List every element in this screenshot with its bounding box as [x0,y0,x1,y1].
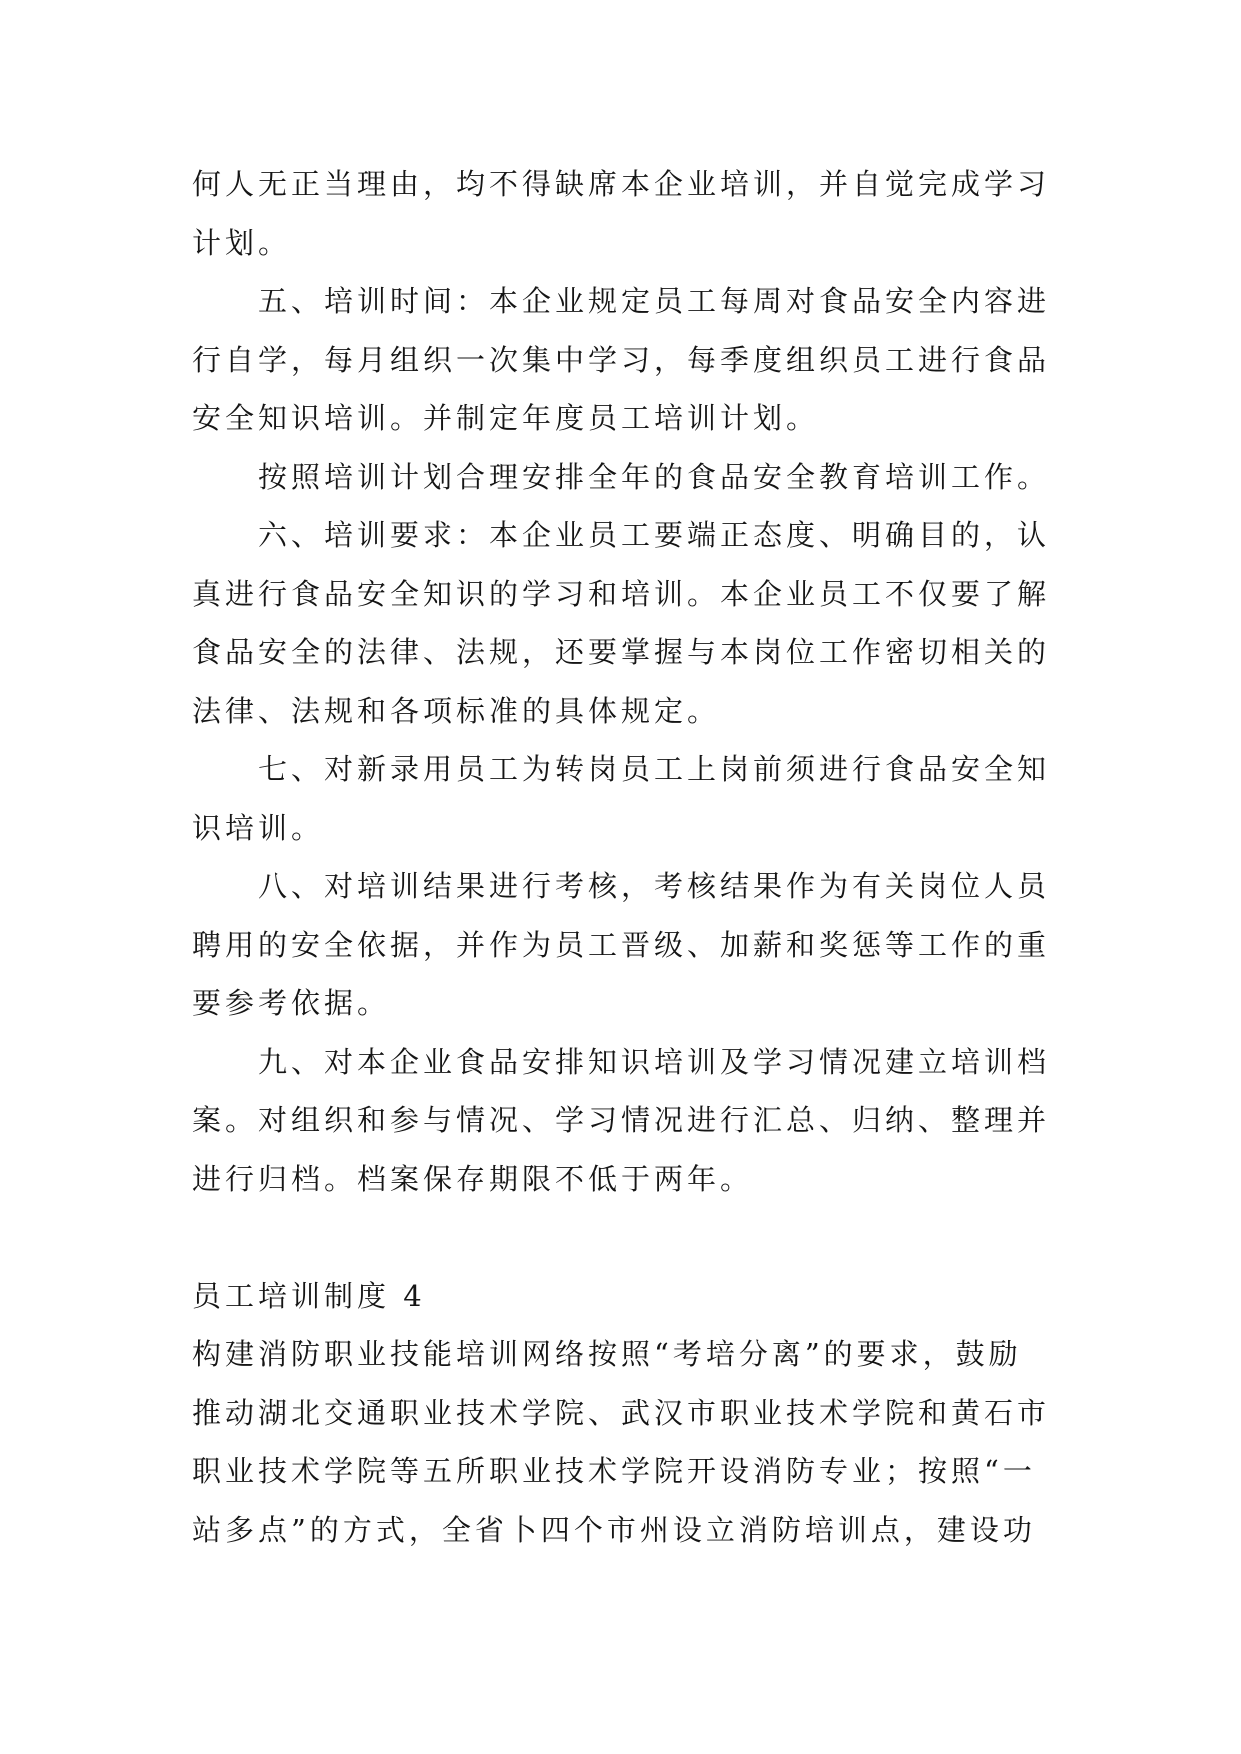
section-spacer [192,1208,1054,1267]
text-line: 识培训。 [192,810,325,845]
paragraph [192,857,1054,1033]
paragraph [192,740,1054,857]
text-line: 何人无正当理由，均不得缺席本企业培训，并自觉完成学习 [192,167,1051,201]
text-line: 推动湖北交通职业技术学院、武汉市职业技术学院和黄石市 [192,1395,1051,1430]
text-line: 构建消防职业技能培训网络按照“考培分离”的要求，鼓励 [192,1337,1022,1371]
text-line: 按照培训计划合理安排全年的食品安全教育培训工作。 [258,459,1051,494]
text-line: 案。对组织和参与情况、学习情况进行汇总、归纳、整理并 [192,1103,1051,1137]
text-line: 真进行食品安全知识的学习和培训。本企业员工不仅要了解 [192,576,1051,611]
text-line: 安全知识培训。并制定年度员工培训计划。 [192,401,820,435]
text-line: 要参考依据。 [192,986,391,1020]
text-line: 食品安全的法律、法规，还要掌握与本岗位工作密切相关的 [192,635,1051,669]
text-line: 七、对新录用员工为转岗员工上岗前须进行食品安全知 [258,752,1051,786]
paragraph [192,448,1054,507]
paragraph [192,155,1054,272]
paragraph [192,506,1054,740]
text-line: 八、对培训结果进行考核，考核结果作为有关岗位人员 [258,869,1051,903]
text-line: 站多点”的方式，全省卜四个市州设立消防培训点，建设功 [192,1512,1036,1547]
text-line: 职业技术学院等五所职业技术学院开设消防专业；按照“一 [192,1454,1036,1488]
document-body [192,155,1054,1559]
text-line: 进行归档。档案保存期限不低于两年。 [192,1161,754,1196]
text-line: 五、培训时间：本企业规定员工每周对食品安全内容进 [258,284,1051,318]
text-line: 六、培训要求：本企业员工要端正态度、明确目的，认 [258,518,1051,552]
section-heading: 员工培训制度 4 [192,1278,426,1313]
text-line: 聘用的安全依据，并作为员工晋级、加薪和奖惩等工作的重 [192,927,1051,962]
paragraph [192,272,1054,448]
text-line: 九、对本企业食品安排知识培训及学习情况建立培训档 [258,1044,1051,1079]
text-line: 法律、法规和各项标准的具体规定。 [192,693,721,728]
text-line: 行自学，每月组织一次集中学习，每季度组织员工进行食品 [192,342,1051,377]
text-line: 计划。 [192,225,292,260]
paragraph [192,1033,1054,1209]
paragraph [192,1325,1054,1559]
